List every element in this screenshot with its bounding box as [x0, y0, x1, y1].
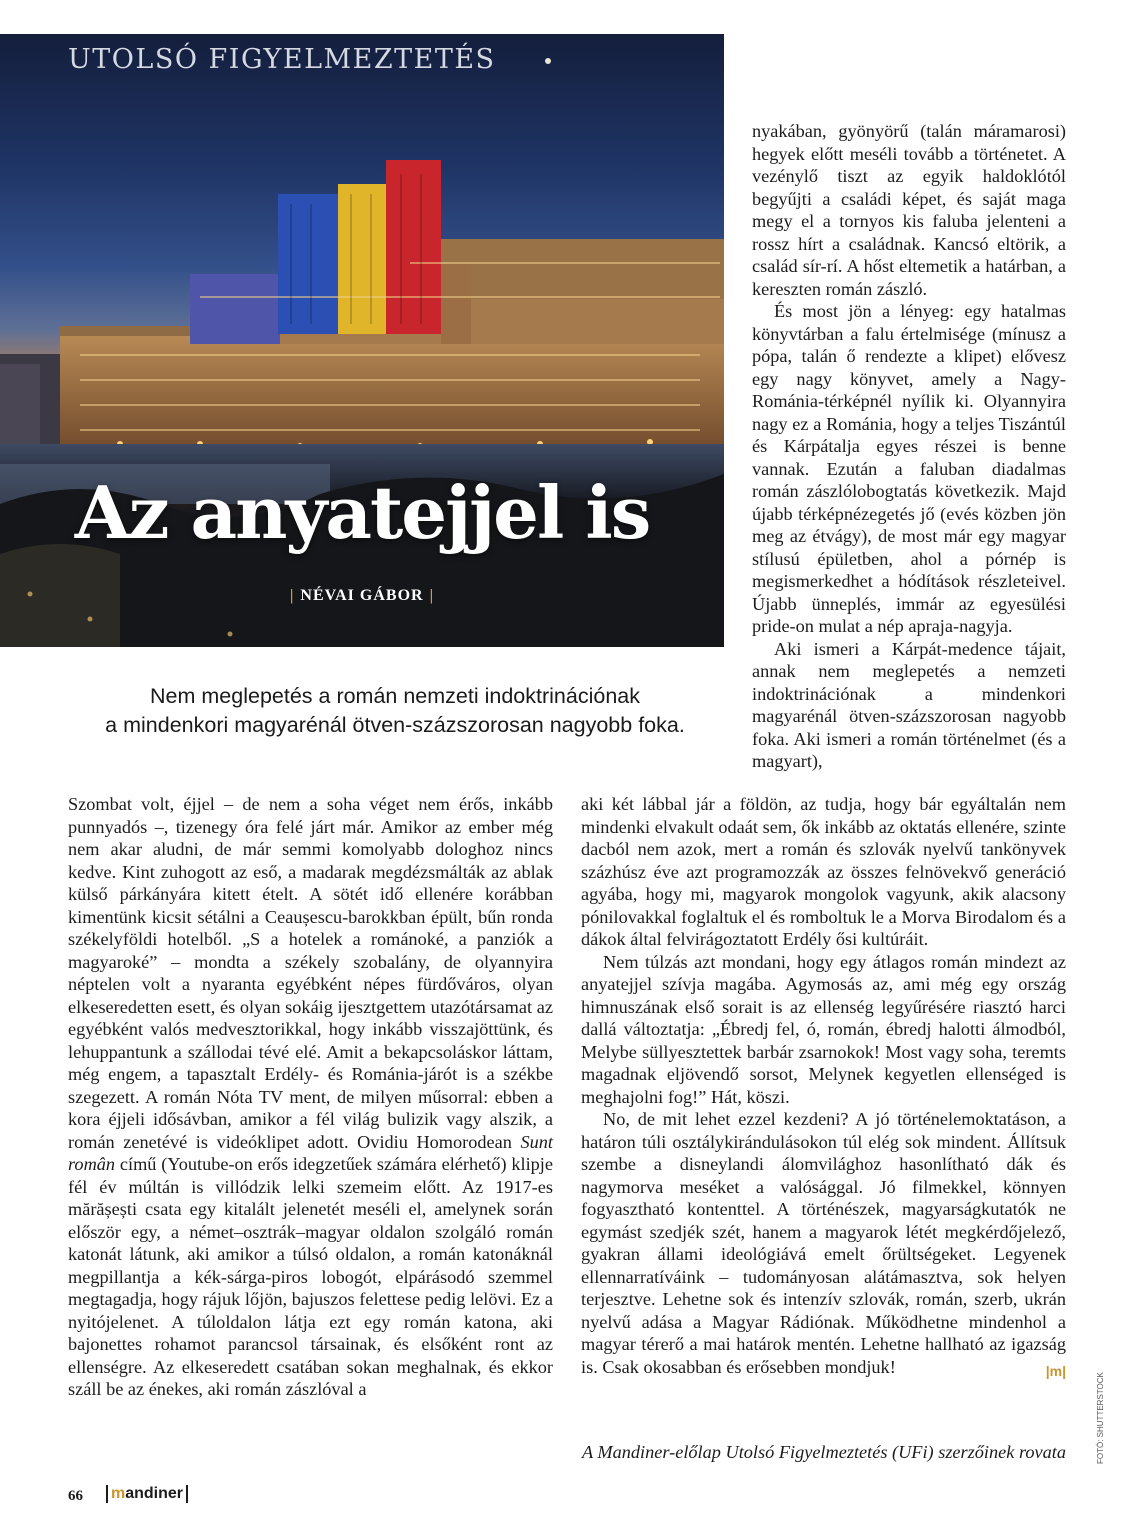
byline-bar-left: | — [289, 587, 295, 604]
photo-credit: FOTÓ: SHUTTERSTOCK — [1096, 1372, 1105, 1464]
lead-line-2: a mindenkori magyarénál ötven-százszorosan nagyobb foka. — [105, 713, 685, 737]
body-paragraph: Nem túlzás azt mondani, hogy egy átlagos román mindezt az anyatejjel szívja magába. Agymosás az, ami még egy ország himnuszának első sorait is az ellenség legyűrésére riasztó harci dallá változtatja: „Ébredj fel, ó, román, ébredj halotti álmodból, Melybe süllyesztettek barbár zsarnokok! Most vagy soha, teremts magadnak eljövendő sorsot, Melynek kegyetlen ellenséged is meghajolni fog!” Hát, köszi. — [581, 951, 1066, 1107]
body-text: című (Youtube-on erős idegzetűek számára elérhető) klipje fél év múltán is villódzik lelki szemeim előtt. Az 1917-es mărășești csata egy kitalált jelenetét meséli el, amelynek során először egy, a német–osztrák–magyar oldalon szolgáló román katonát látunk, aki amikor a túlsó oldalon, a román katonáknál megpillantja a kék-sárga-piros lobogót, elpárásodó szemmel megtagadja, hogy rájuk lőjön, bajuszos felettese pedig lelövi. Ez a nyitójelenet. A túloldalon látja ezt egy román katona, aki bajonettes rohamot parancsol társainak, és elsőként ront az ellenségre. Az elkeseredett csatában sokan meghalnak, és ekkor száll be az énekes, aki román zászlóval a — [68, 1154, 553, 1399]
palace-illustration — [0, 34, 724, 647]
lead-line-1: Nem meglepetés a román nemzeti indoktrinációnak — [150, 684, 640, 708]
body-paragraph — [581, 1108, 1066, 1378]
body-text: No, de mit lehet ezzel kezdeni? A jó történelemoktatáson, a határon túli osztálykirándulásokon túl elég sok mindent. Állítsuk szembe a disneylandi álomvilághoz hasonlítható dák és nagymorva meséket a valósággal. Jó filmekkel, könnyen fogyasztható kontenttel. A történészek, magyarságkutatók ne egymást szedjék szét, hanem a magyarok létét megkérdőjelező, gyakran állami ideológiává emelt őrültségeket. Legyenek ellennarratíváink – tudományosan alátámasztva, sok helyen terjesztve. Lehetne sok és intenzív szlovák, román, szerb, ukrán nyelvű adása a Magyar Rádiónak. Működhetne mindenhol a magyar térerő a mai határok mentén. Lehetne hallható az igazság is. Csak okosabban és erősebben mondjuk! — [581, 1109, 1066, 1377]
body-column-right-bottom — [581, 793, 1066, 1382]
hero-photo — [0, 34, 724, 647]
page-number: 66 — [68, 1488, 83, 1504]
body-paragraph: És most jön a lényeg: egy hatalmas könyvtárban a falu értelmisége (mínusz a pópa, talán ő rendezte a klipet) elővesz egy nagy könyvet, amely a Nagy-Románia-térképnél nyílik ki. Olyannyira nagy ez a Románia, hogy a teljes Tiszántúl és Kárpátalja egyes részei is benne vannak. Ezután a faluban diadalmas román zászlólobogtatás következik. Majd újabb térképnézegetés jő (evés közben jön meg az étvágy), de most már egy magyar stílusú épületben, ahol a pórnép is megismerkedhet a hódítások részleteivel. Újabb ünneplés, immár az egyesülési pride-on mulat a nép apraja-nagyja. — [752, 301, 1066, 636]
lead-paragraph — [0, 682, 790, 740]
moon-icon — [545, 58, 551, 64]
section-label: UTOLSÓ FIGYELMEZTETÉS — [68, 44, 496, 75]
body-paragraph: nyakában, gyönyörű (talán máramarosi) hegyek előtt meséli tovább a történetet. A vezénylő tiszt az egyik haldoklótól begyűjti a családi képet, és saját maga megy el a tornyos kis faluba jelenteni a rossz hírt a családnak. Kancsó eltörik, a család sír-rí. A hőst eltemetik a határban, a kereszten román zászló. — [752, 121, 1066, 299]
body-paragraph — [68, 793, 553, 1401]
body-column-left — [68, 793, 553, 1401]
clip-title: Sunt român — [68, 1131, 553, 1174]
body-paragraph: Aki ismeri a Kárpát-medence tájait, annak nem meglepetés a nemzeti indoktrinációnak a mindenkori magyarénál ötven-százszorosan nagyobb foka. Aki ismeri a román történelmet (és a magyart), — [752, 638, 1066, 771]
headline: Az anyatejjel is — [74, 470, 650, 555]
byline-bar-right: | — [429, 587, 435, 604]
flag-blue-section — [278, 194, 338, 334]
end-mark-icon: |m| — [1045, 1362, 1066, 1379]
flag-red-section — [386, 160, 441, 334]
flag-yellow-section — [338, 184, 386, 334]
body-paragraph: aki két lábbal jár a földön, az tudja, hogy bár egyáltalán nem mindenki elvakult odaát sem, ők inkább az oktatás ellenére, szinte dacból nem azok, mert a román és szlovák nyelvű tankönyvek százhúsz éve azt programozzák az összes felnövekvő generáció agyába, hogy mi, magyarok mongolok vagyunk, akik alacsony pónilovakkal foglaltuk el és romboltuk le a Morva Birodalom és a dákok által felvirágoztatott Erdély ősi kultúráit. — [581, 794, 1066, 949]
body-column-right-top — [752, 120, 1066, 773]
byline — [0, 587, 724, 605]
author-name: NÉVAI GÁBOR — [300, 587, 424, 604]
column-tagline: A Mandiner-előlap Utolsó Figyelmeztetés (UFi) szerzőinek rovata — [582, 1442, 1066, 1462]
body-text: Szombat volt, éjjel – de nem a soha véget nem érős, inkább punnyadós –, tizenegy óra felé járt már. Amikor az ember még nem akar aludni, de már semmi komolyabb dologhoz nincs kedve. Kint zuhogott az eső, a madarak megdézsmálták az ablak külső párkányára kitett ételt. A sötét idő ellenére korábban kimentünk kicsit sétálni a Ceaușescu-barokkban épült, bűn ronda székelyföldi hotelből. „S a hotelek a románoké, a panziók a magyaroké” – mondta a székely szobalány, de olyannyira néptelen volt a nyaranta egyébként népes fürdőváros, olyan elkeseredetten esett, és olyan sokáig ijesztgettem utazótársamat az egyébként valós medvesztorikkal, hogy inkább visszajöttünk, és lehuppantunk a szállodai tévé elé. Amit a bekapcsoláskor láttam, még engem, a tapasztalt Erdély- és Románia-járót is a székbe szegezett. A román Nóta TV ment, de milyen műsorral: ebben a kora éjjeli idősávban, amikor a fél világ bulizik vagy alszik, a román zenetévé is videóklipet adott. Ovidiu Homorodean — [68, 794, 553, 1152]
mandiner-logo: mandiner — [106, 1485, 188, 1503]
